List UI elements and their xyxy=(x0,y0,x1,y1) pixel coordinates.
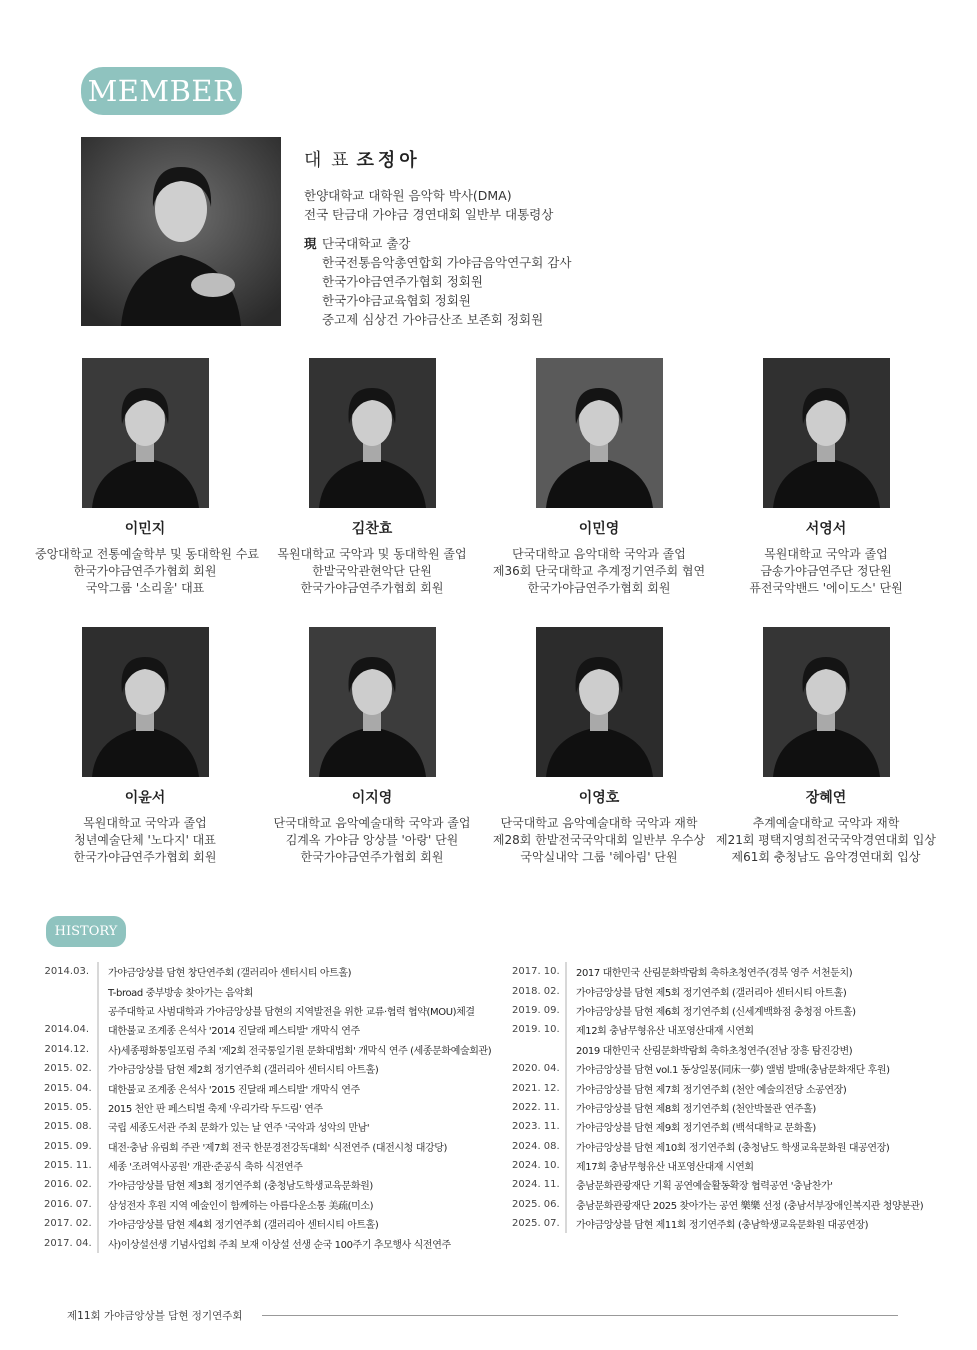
history-timeline-bar xyxy=(565,1137,567,1156)
history-date: 2015. 08. xyxy=(44,1121,92,1133)
member-name: 이영호 xyxy=(578,790,620,806)
history-timeline-bar xyxy=(565,1040,567,1059)
history-row xyxy=(44,1156,491,1175)
history-date: 2018. 02. xyxy=(512,985,560,997)
member-name: 이윤서 xyxy=(124,790,166,806)
history-date: 2020. 04. xyxy=(512,1063,560,1075)
member-career: 제36회 단국대학교 추계정기연주회 협연 xyxy=(492,564,706,578)
member-career: 목원대학교 국악과 및 동대학원 졸업 xyxy=(277,547,467,561)
history-row xyxy=(512,981,923,1000)
history-row xyxy=(512,1020,923,1039)
history-row xyxy=(512,1059,923,1078)
history-event: 제17회 충남무형유산 내포영산대재 시연회 xyxy=(576,1162,754,1174)
history-date: 2021. 12. xyxy=(512,1082,560,1094)
member-card xyxy=(262,358,482,597)
history-date: 2016. 02. xyxy=(44,1179,92,1191)
history-event: 대전·충남 유림회 주관 '제7회 전국 한문경전강독대회' 식전연주 (대전시청 대강당) xyxy=(108,1142,447,1154)
history-timeline-bar xyxy=(565,1117,567,1136)
history-timeline-bar xyxy=(97,1195,99,1214)
history-timeline-bar xyxy=(97,1001,99,1020)
history-event: 가야금앙상블 담현 제9회 정기연주회 (백석대학교 문화홀) xyxy=(576,1123,816,1135)
history-date: 2024. 08. xyxy=(512,1140,560,1152)
member-portrait xyxy=(536,627,663,777)
member-portrait xyxy=(309,358,436,508)
history-date: 2023. 11. xyxy=(512,1121,560,1133)
history-row xyxy=(44,1098,491,1117)
history-date: 2015. 05. xyxy=(44,1101,92,1113)
history-timeline-bar xyxy=(97,1137,99,1156)
member-career: 목원대학교 국악과 졸업 xyxy=(83,816,207,830)
member-career: 국악실내악 그룹 '헤아림' 단원 xyxy=(520,850,678,864)
history-event: 사)이상설선생 기념사업회 주최 보재 이상설 선생 순국 100주기 추모행사 식전연주 xyxy=(108,1239,451,1251)
member-card xyxy=(716,358,936,597)
history-date: 2025. 07. xyxy=(512,1218,560,1230)
member-career: 한국가야금연주가협회 회원 xyxy=(527,581,671,595)
history-timeline-bar xyxy=(565,981,567,1000)
member-career: 추계예술대학교 국악과 재학 xyxy=(752,816,900,830)
history-event: 사)세종평화통일포럼 주최 '제2회 전국통일기원 문화대법회' 개막식 연주 (세종문화예술회관) xyxy=(108,1045,492,1057)
history-section-badge: HISTORY xyxy=(46,916,126,947)
history-row xyxy=(512,1098,923,1117)
history-timeline-bar xyxy=(97,1098,99,1117)
history-date: 2015. 02. xyxy=(44,1063,92,1075)
member-portrait xyxy=(763,627,890,777)
history-timeline-bar xyxy=(565,1214,567,1233)
history-event: 가야금앙상블 담현 창단연주회 (갤러리아 센터시티 아트홀) xyxy=(108,968,352,980)
history-date: 2017. 10. xyxy=(512,966,560,978)
history-timeline-bar xyxy=(97,1214,99,1233)
member-career: 한밭국악관현악단 단원 xyxy=(312,564,432,578)
history-event: 가야금앙상블 담현 제2회 정기연주회 (갤러리아 센터시티 아트홀) xyxy=(108,1065,379,1077)
leader-info xyxy=(304,146,724,329)
history-timeline-bar xyxy=(565,1078,567,1097)
history-timeline-bar xyxy=(565,1098,567,1117)
history-event: 충남문화관광재단 기획 공연예술활동확장 협력공연 '충남찬가' xyxy=(576,1181,833,1193)
history-row xyxy=(44,1214,491,1233)
member-card xyxy=(262,627,482,866)
history-event: 가야금앙상블 담현 제10회 정기연주회 (충청남도 학생교육문화원 대공연장) xyxy=(576,1142,890,1154)
current-position: 한국전통음악총연합회 가야금음악연구회 감사 xyxy=(322,255,572,270)
member-name: 이민영 xyxy=(578,521,620,537)
history-row xyxy=(44,1195,491,1214)
history-event: T-broad 중부방송 찾아가는 음악회 xyxy=(108,987,254,999)
member-portrait xyxy=(82,358,209,508)
member-card xyxy=(35,627,255,866)
history-date: 2015. 09. xyxy=(44,1140,92,1152)
leader-degree: 한양대학교 대학원 음악학 박사(DMA) xyxy=(304,188,512,203)
current-label: 現 xyxy=(304,236,317,251)
history-date: 2019. 10. xyxy=(512,1024,560,1036)
history-right-column xyxy=(512,962,923,1233)
history-date: 2014.12. xyxy=(44,1043,89,1055)
history-timeline-bar xyxy=(97,1175,99,1194)
history-timeline-bar xyxy=(565,1195,567,1214)
footer-divider xyxy=(262,1315,898,1316)
current-position: 한국가야금연주가협회 정회원 xyxy=(322,274,483,289)
history-row xyxy=(512,1078,923,1097)
history-event: 삼성전자 후원 지역 예술인이 함께하는 아름다운소통 美疏(미소) xyxy=(108,1200,374,1212)
member-career: 제21회 평택지영희전국국악경연대회 입상 xyxy=(716,833,936,847)
member-career: 한국가야금연주가협회 회원 xyxy=(300,581,444,595)
history-date: 2015. 04. xyxy=(44,1082,92,1094)
history-event: 2019 대한민국 산림문화박람회 축하초청연주(전남 장흥 탐진강변) xyxy=(576,1045,853,1057)
history-timeline-bar xyxy=(97,1020,99,1039)
history-timeline-bar xyxy=(97,962,99,981)
history-date: 2019. 09. xyxy=(512,1004,560,1016)
member-name: 이지영 xyxy=(351,790,393,806)
member-career: 청년예술단체 '노다지' 대표 xyxy=(74,833,216,847)
history-row xyxy=(512,1117,923,1136)
leader-portrait xyxy=(81,137,281,326)
leader-award: 전국 탄금대 가야금 경연대회 일반부 대통령상 xyxy=(304,207,554,222)
history-timeline-bar xyxy=(97,1059,99,1078)
history-date: 2014.04. xyxy=(44,1024,89,1036)
history-row xyxy=(44,1059,491,1078)
history-timeline-bar xyxy=(97,1078,99,1097)
history-date: 2017. 04. xyxy=(44,1237,92,1249)
history-row xyxy=(512,1156,923,1175)
member-name: 김찬효 xyxy=(351,521,393,537)
history-row xyxy=(44,1040,491,1059)
history-event: 2017 대한민국 산림문화박람회 축하초청연주(경북 영주 서천둔치) xyxy=(576,968,853,980)
member-portrait xyxy=(763,358,890,508)
member-career: 한국가야금연주가협회 회원 xyxy=(73,564,217,578)
history-row xyxy=(44,1020,491,1039)
history-row xyxy=(512,1040,923,1059)
history-event: 2015 천안 판 페스티벌 축제 '우리가락 두드림' 연주 xyxy=(108,1103,323,1115)
history-event: 대한불교 조계종 은석사 '2014 진달래 페스티발' 개막식 연주 xyxy=(108,1026,360,1038)
history-row xyxy=(44,1117,491,1136)
history-timeline-bar xyxy=(97,1233,99,1252)
member-portrait xyxy=(82,627,209,777)
history-event: 가야금앙상블 담현 제8회 정기연주회 (천안박물관 연주홀) xyxy=(576,1103,816,1115)
member-card xyxy=(489,627,709,866)
history-row xyxy=(44,1078,491,1097)
history-row xyxy=(512,1195,923,1214)
history-date: 2022. 11. xyxy=(512,1101,560,1113)
history-row xyxy=(44,981,491,1000)
leader-current-positions xyxy=(304,234,724,329)
history-event: 대한불교 조계종 은석사 '2015 진달래 페스티발' 개막식 연주 xyxy=(108,1084,360,1096)
history-row xyxy=(512,1175,923,1194)
history-event: 가야금앙상블 담현 제11회 정기연주회 (충남학생교육문화원 대공연장) xyxy=(576,1220,869,1232)
history-event: 제12회 충남무형유산 내포영산대재 시연회 xyxy=(576,1026,754,1038)
history-timeline-bar xyxy=(565,1020,567,1039)
leader-role: 대 표 xyxy=(304,150,351,171)
member-career: 퓨전국악밴드 '에이도스' 단원 xyxy=(749,581,903,595)
history-row xyxy=(512,1001,923,1020)
member-career: 국악그룹 '소리울' 대표 xyxy=(85,581,205,595)
history-date: 2024. 11. xyxy=(512,1179,560,1191)
history-row xyxy=(512,962,923,981)
history-left-column xyxy=(44,962,491,1253)
history-event: 가야금앙상블 담현 제5회 정기연주회 (갤러리아 센터시티 아트홀) xyxy=(576,987,847,999)
history-date: 2014.03. xyxy=(44,966,89,978)
history-timeline-bar xyxy=(565,962,567,981)
history-row xyxy=(44,1233,491,1252)
history-timeline-bar xyxy=(97,981,99,1000)
history-timeline-bar xyxy=(97,1117,99,1136)
history-event: 국립 세종도서관 주최 문화가 있는 날 연주 '국악과 성악의 만남' xyxy=(108,1123,370,1135)
current-position: 단국대학교 출강 xyxy=(322,236,411,251)
history-timeline-bar xyxy=(97,1156,99,1175)
member-portrait xyxy=(309,627,436,777)
member-career: 단국대학교 음악대학 국악과 졸업 xyxy=(512,547,686,561)
member-career: 금송가야금연주단 정단원 xyxy=(760,564,892,578)
member-name: 장혜연 xyxy=(805,790,847,806)
history-row xyxy=(44,962,491,981)
member-name: 이민지 xyxy=(124,521,166,537)
history-date: 2016. 07. xyxy=(44,1198,92,1210)
member-card xyxy=(35,358,259,597)
leader-title xyxy=(304,146,724,172)
history-event: 가야금앙상블 담현 제4회 정기연주회 (갤러리아 센터시티 아트홀) xyxy=(108,1220,379,1232)
history-date: 2024. 10. xyxy=(512,1160,560,1172)
history-row xyxy=(44,1137,491,1156)
history-timeline-bar xyxy=(565,1175,567,1194)
history-event: 가야금앙상블 담현 제3회 정기연주회 (충청남도학생교육문화원) xyxy=(108,1181,373,1193)
footer-title: 제11회 가야금앙상블 담현 정기연주회 xyxy=(67,1310,243,1322)
history-timeline-bar xyxy=(565,1059,567,1078)
member-career: 단국대학교 음악예술대학 국악과 재학 xyxy=(500,816,698,830)
member-card xyxy=(716,627,936,866)
history-row xyxy=(512,1137,923,1156)
history-row xyxy=(44,1175,491,1194)
history-row xyxy=(44,1001,491,1020)
member-career: 한국가야금연주가협회 회원 xyxy=(73,850,217,864)
current-position: 중고제 심상건 가야금산조 보존회 정회원 xyxy=(322,312,544,327)
history-event: 가야금앙상블 담현 제7회 정기연주회 (천안 예술의전당 소공연장) xyxy=(576,1084,847,1096)
history-event: 세종 '조려역사공원' 개관·준공식 축하 식전연주 xyxy=(108,1162,303,1174)
history-event: 가야금앙상블 담현 제6회 정기연주회 (신세계백화점 충청점 아트홀) xyxy=(576,1006,856,1018)
history-timeline-bar xyxy=(565,1001,567,1020)
history-date: 2017. 02. xyxy=(44,1218,92,1230)
member-career: 한국가야금연주가협회 회원 xyxy=(300,850,444,864)
member-career: 제61회 충청남도 음악경연대회 입상 xyxy=(731,850,921,864)
member-career: 김계옥 가야금 앙상블 '아랑' 단원 xyxy=(285,833,459,847)
member-career: 제28회 한밭전국국악대회 일반부 우수상 xyxy=(492,833,706,847)
history-event: 충남문화관광재단 2025 찾아가는 공연 樂樂 선정 (충남서부장애인복지관 청양분관) xyxy=(576,1200,924,1212)
member-name: 서영서 xyxy=(805,521,847,537)
member-career: 단국대학교 음악예술대학 국악과 졸업 xyxy=(273,816,471,830)
current-position: 한국가야금교육협회 정회원 xyxy=(322,293,471,308)
member-career: 목원대학교 국악과 졸업 xyxy=(764,547,888,561)
history-event: 가야금앙상블 담현 vol.1 동상일몽(同床一夢) 앨범 발매(충남문화재단 후원) xyxy=(576,1065,890,1077)
member-portrait xyxy=(536,358,663,508)
member-career: 중앙대학교 전통예술학부 및 동대학원 수료 xyxy=(35,547,259,561)
history-date: 2015. 11. xyxy=(44,1160,92,1172)
leader-name: 조정아 xyxy=(356,150,421,171)
history-event: 공주대학교 사범대학과 가야금앙상블 담현의 지역발전을 위한 교류·협력 협약(MOU)체결 xyxy=(108,1006,475,1018)
history-row xyxy=(512,1214,923,1233)
history-timeline-bar xyxy=(97,1040,99,1059)
history-timeline-bar xyxy=(565,1156,567,1175)
member-section-badge: MEMBER xyxy=(81,67,242,115)
history-date: 2025. 06. xyxy=(512,1198,560,1210)
member-card xyxy=(489,358,709,597)
